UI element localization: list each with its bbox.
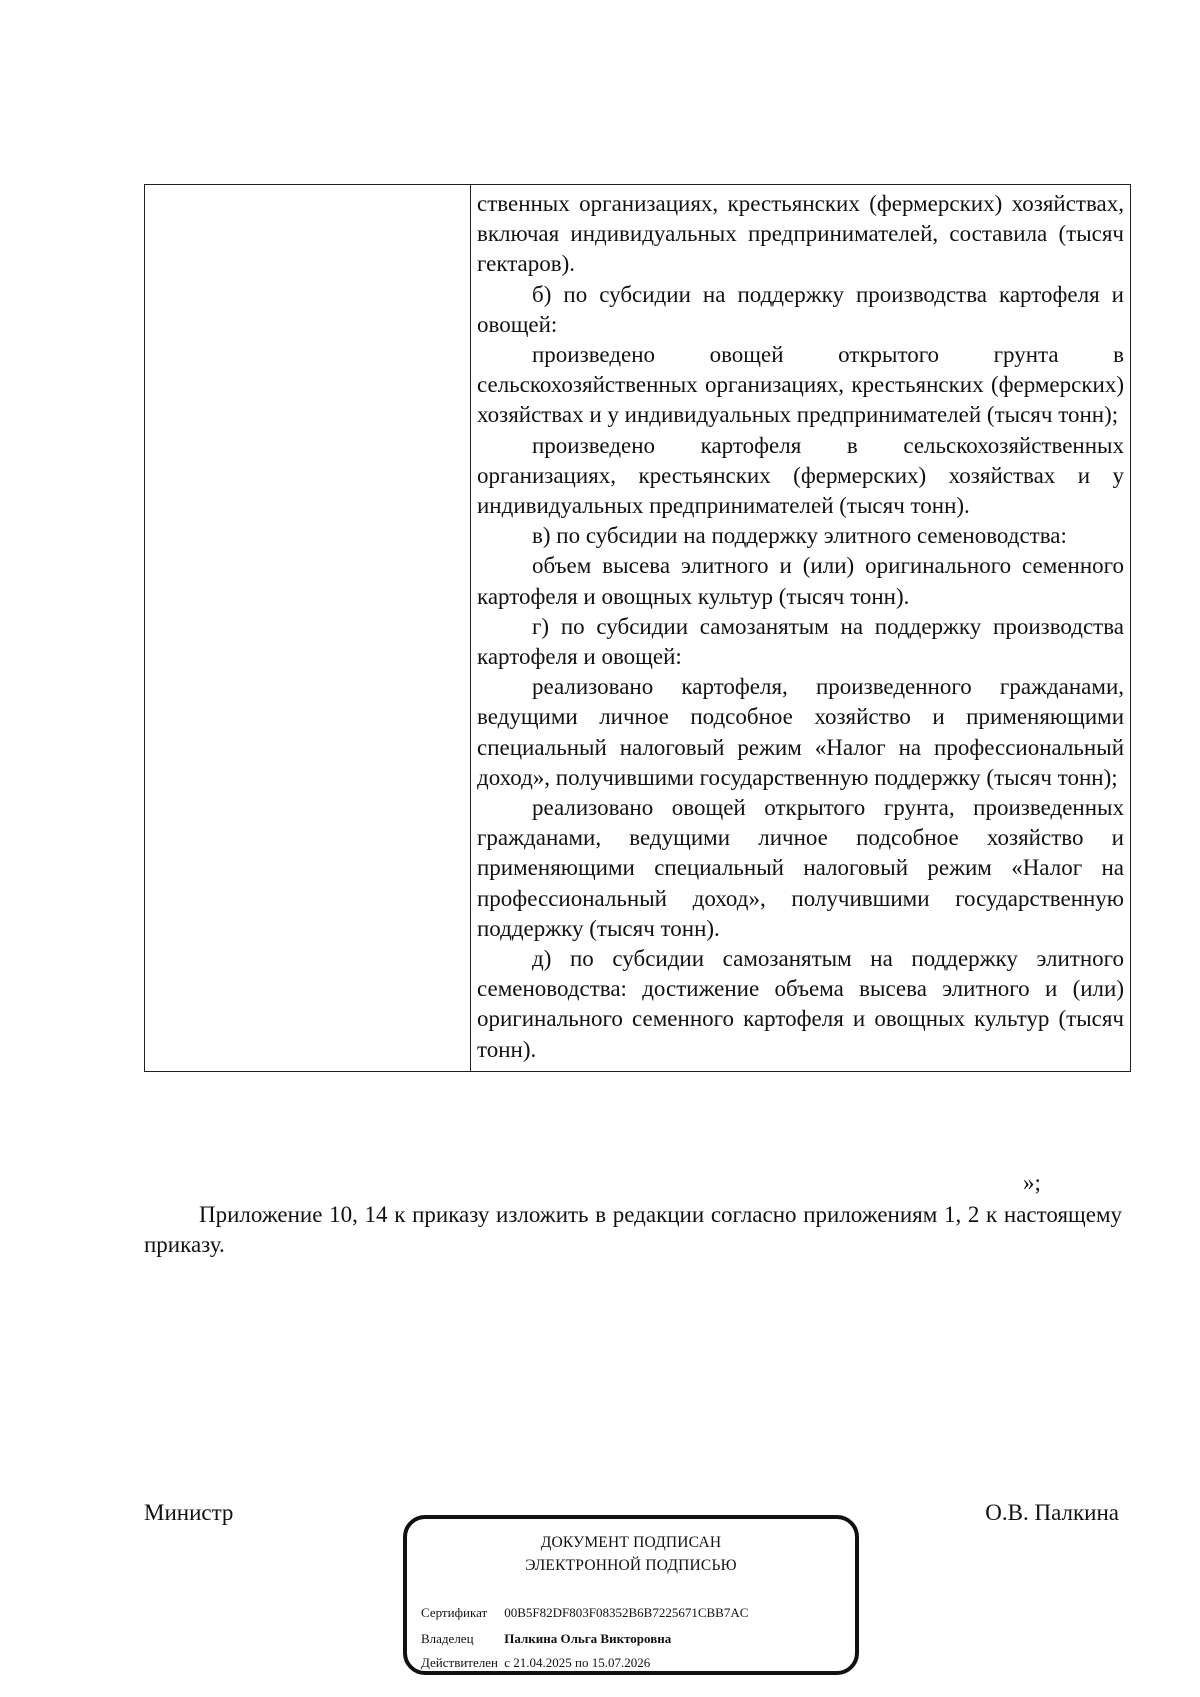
stamp-valid-row (421, 1655, 650, 1671)
paragraph: б) по субсидии на поддержку производства картофеля и овощей: (477, 281, 1124, 337)
paragraph: ственных организациях, крестьянских (фермерских) хозяйствах, включая индивидуальных предпринимателей, составила (тысяч гектаров). (477, 191, 1124, 277)
stamp-owner-row (421, 1631, 671, 1647)
valid-label: Действителен (421, 1655, 498, 1670)
stamp-heading-line1: ДОКУМЕНТ ПОДПИСАН (540, 1534, 722, 1551)
paragraph: г) по субсидии самозанятым на поддержку производства картофеля и овощей: (477, 613, 1124, 670)
cert-value: 00B5F82DF803F08352B6B7225671CBB7AC (504, 1605, 749, 1620)
signatory-title: Министр (144, 1500, 234, 1525)
closing-quote: »; (1023, 1170, 1041, 1195)
paragraph: д) по субсидии самозанятым на поддержку элитного семеноводства: достижение объема высева элитного и (или) оригинального семенного картофеля и овощных культур (тысяч тонн). (477, 946, 1124, 1062)
valid-value: с 21.04.2025 по 15.07.2026 (504, 1655, 651, 1670)
paragraph: произведено картофеля в сельскохозяйственных организациях, крестьянских (фермерских) хозяйствах и у индивидуальных предпринимателей (тысяч тонн). (477, 432, 1124, 519)
stamp-heading (407, 1531, 855, 1577)
paragraph: реализовано картофеля, произведенного гражданами, ведущими личное подсобное хозяйство и применяющими специальный налоговый режим «Налог на профессиональный доход», получившими государственную поддержку (тысяч тонн); (477, 674, 1124, 790)
signatory-name: О.В. Палкина (985, 1500, 1119, 1525)
paragraph: в) по субсидии на поддержку элитного семеноводства: (532, 523, 1067, 549)
paragraph: реализовано овощей открытого грунта, произведенных гражданами, ведущими личное подсобное хозяйство и применяющими специальный налоговый режим «Налог на профессиональный доход», получившими государственную поддержку (тысяч тонн). (477, 795, 1124, 941)
cert-label: Сертификат (421, 1605, 488, 1620)
table-left-cell (145, 185, 471, 1072)
owner-value: Палкина Ольга Викторовна (504, 1631, 672, 1646)
table-right-cell (471, 185, 1131, 1072)
stamp-heading-line2: ЭЛЕКТРОННОЙ ПОДПИСЬЮ (525, 1557, 737, 1574)
content-table (144, 184, 1131, 1072)
table-row (145, 185, 1131, 1072)
body-paragraph: Приложение 10, 14 к приказу изложить в редакции согласно приложениям 1, 2 к настоящему приказу. (144, 1202, 1122, 1257)
stamp-cert-row (421, 1605, 748, 1621)
paragraph: объем высева элитного и (или) оригинального семенного картофеля и овощных культур (тысяч тонн). (477, 553, 1124, 609)
owner-label: Владелец (421, 1631, 474, 1646)
paragraph: произведено овощей открытого грунта в сельскохозяйственных организациях, крестьянских (фермерских) хозяйствах и у индивидуальных предпринимателей (тысяч тонн); (477, 342, 1124, 428)
electronic-signature-stamp (403, 1515, 859, 1675)
